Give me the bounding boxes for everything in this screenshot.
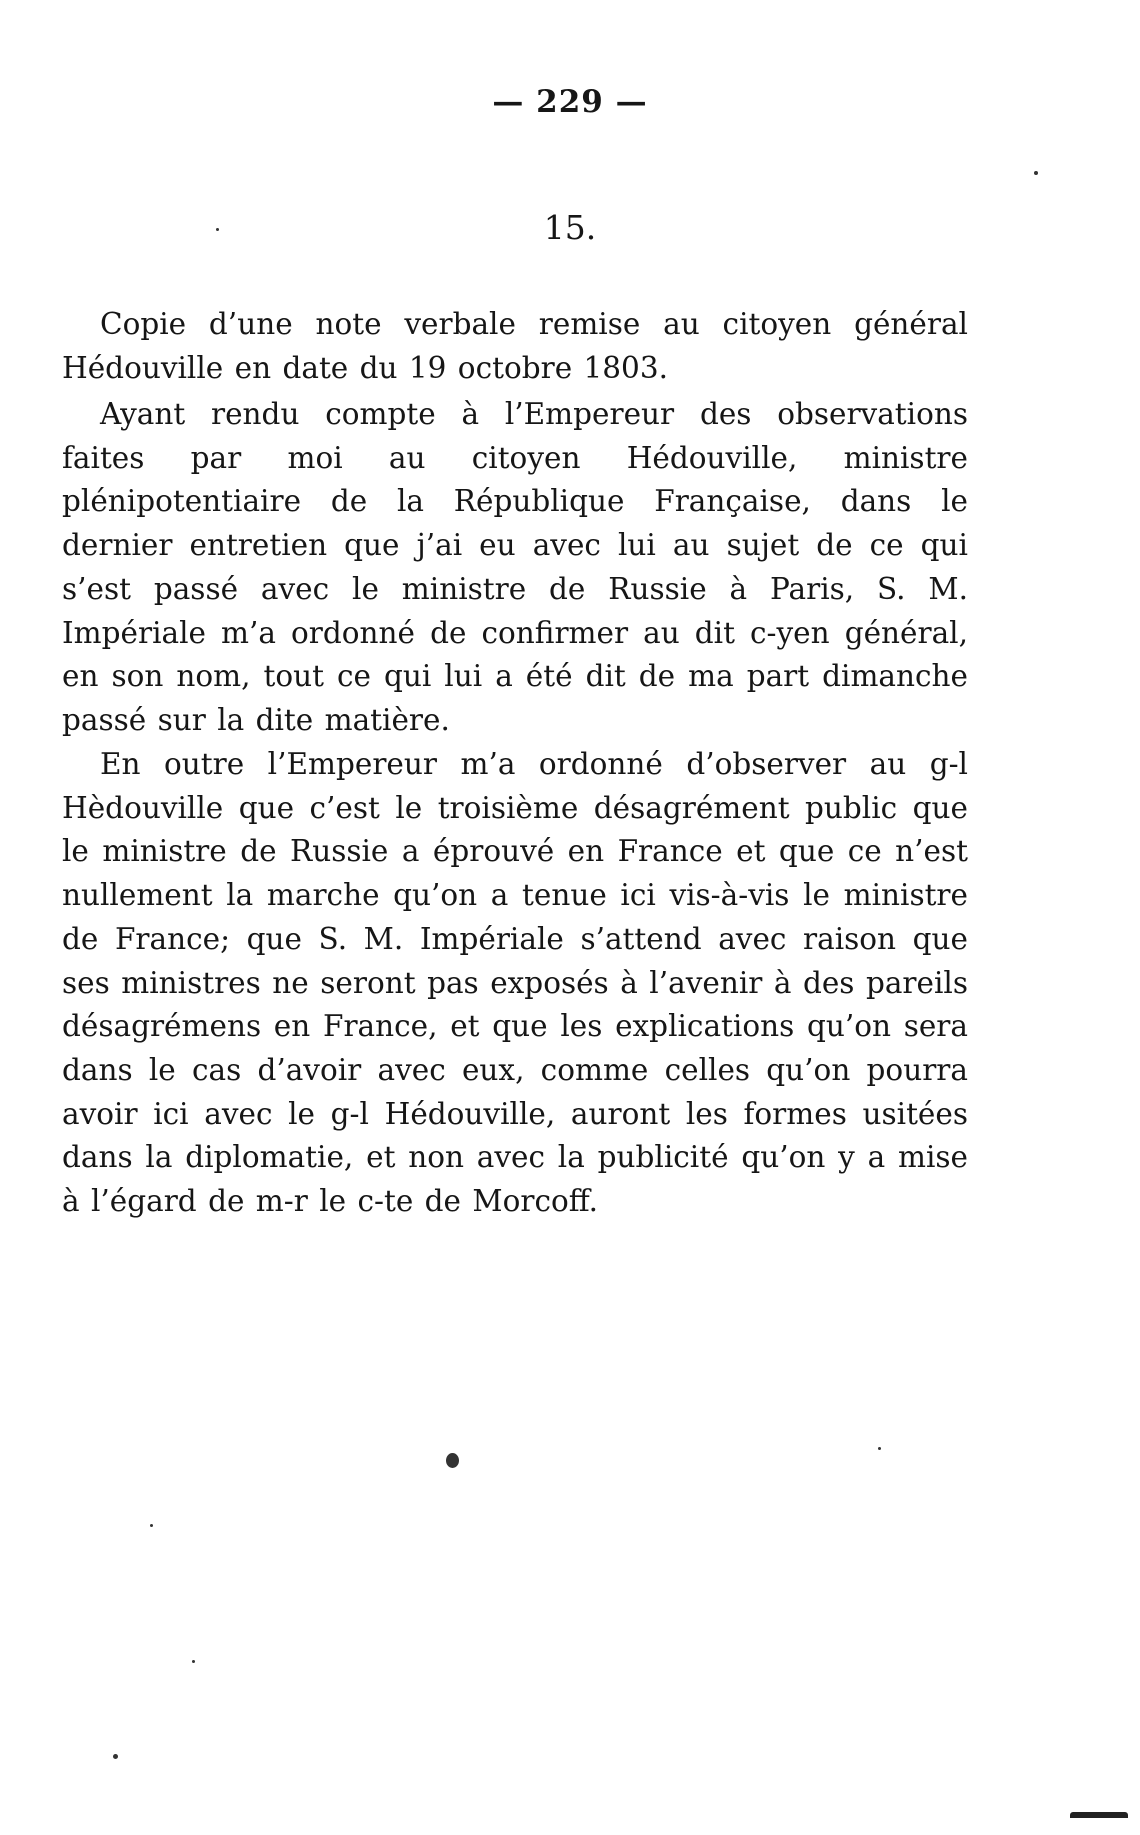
paragraph-2-text: En outre l’Empereur m’a ordonné d’observer au g-l Hèdouville que c’est le troisième désagrément public que le ministre de Russie a éprouvé en France et que ce n’est nullement la marche qu’on a tenue ici vis-à-vis le ministre de France; que S. M. Impériale s’attend avec raison que ses ministres ne seront pas exposés à l’avenir à des pareils désagrémens en France, et que les explications qu’on sera dans le cas d’avoir avec eux, comme celles qu’on pourra avoir ici avec le g-l Hédouville, auront les formes usitées dans la diplomatie, et non avec la publicité qu’on y a mise à l’égard de m-r le c-te de Morcoff. [62, 747, 968, 1219]
paragraph-1-text: Ayant rendu compte à l’Empereur des observations faites par moi au citoyen Hédouville, ministre plénipotentiaire de la République Française, dans le dernier entretien que j’ai eu avec lui au sujet de ce qui s’est passé avec le ministre de Russie à Paris, S. M. Impériale m’a ordonné de confirmer au dit c-yen général, en son nom, tout ce qui lui a été dit de ma part dimanche passé sur la dite matière. [62, 397, 968, 737]
scan-speck [446, 1453, 459, 1468]
paragraph-1 [62, 393, 968, 743]
scan-speck [113, 1754, 118, 1759]
scan-smudge [1070, 1812, 1128, 1818]
scan-speck [878, 1447, 881, 1450]
scan-speck [216, 228, 219, 231]
scan-speck [1034, 171, 1038, 175]
paragraph-2 [62, 743, 968, 1224]
heading-text: Copie d’une note verbale remise au citoyen général Hédouville en date du 19 octobre 1803. [62, 307, 968, 385]
document-number: 15. [543, 208, 597, 247]
page-number: — 229 — [492, 84, 648, 120]
scan-speck [192, 1660, 195, 1663]
scan-speck [150, 1524, 153, 1527]
document-heading [62, 303, 968, 390]
